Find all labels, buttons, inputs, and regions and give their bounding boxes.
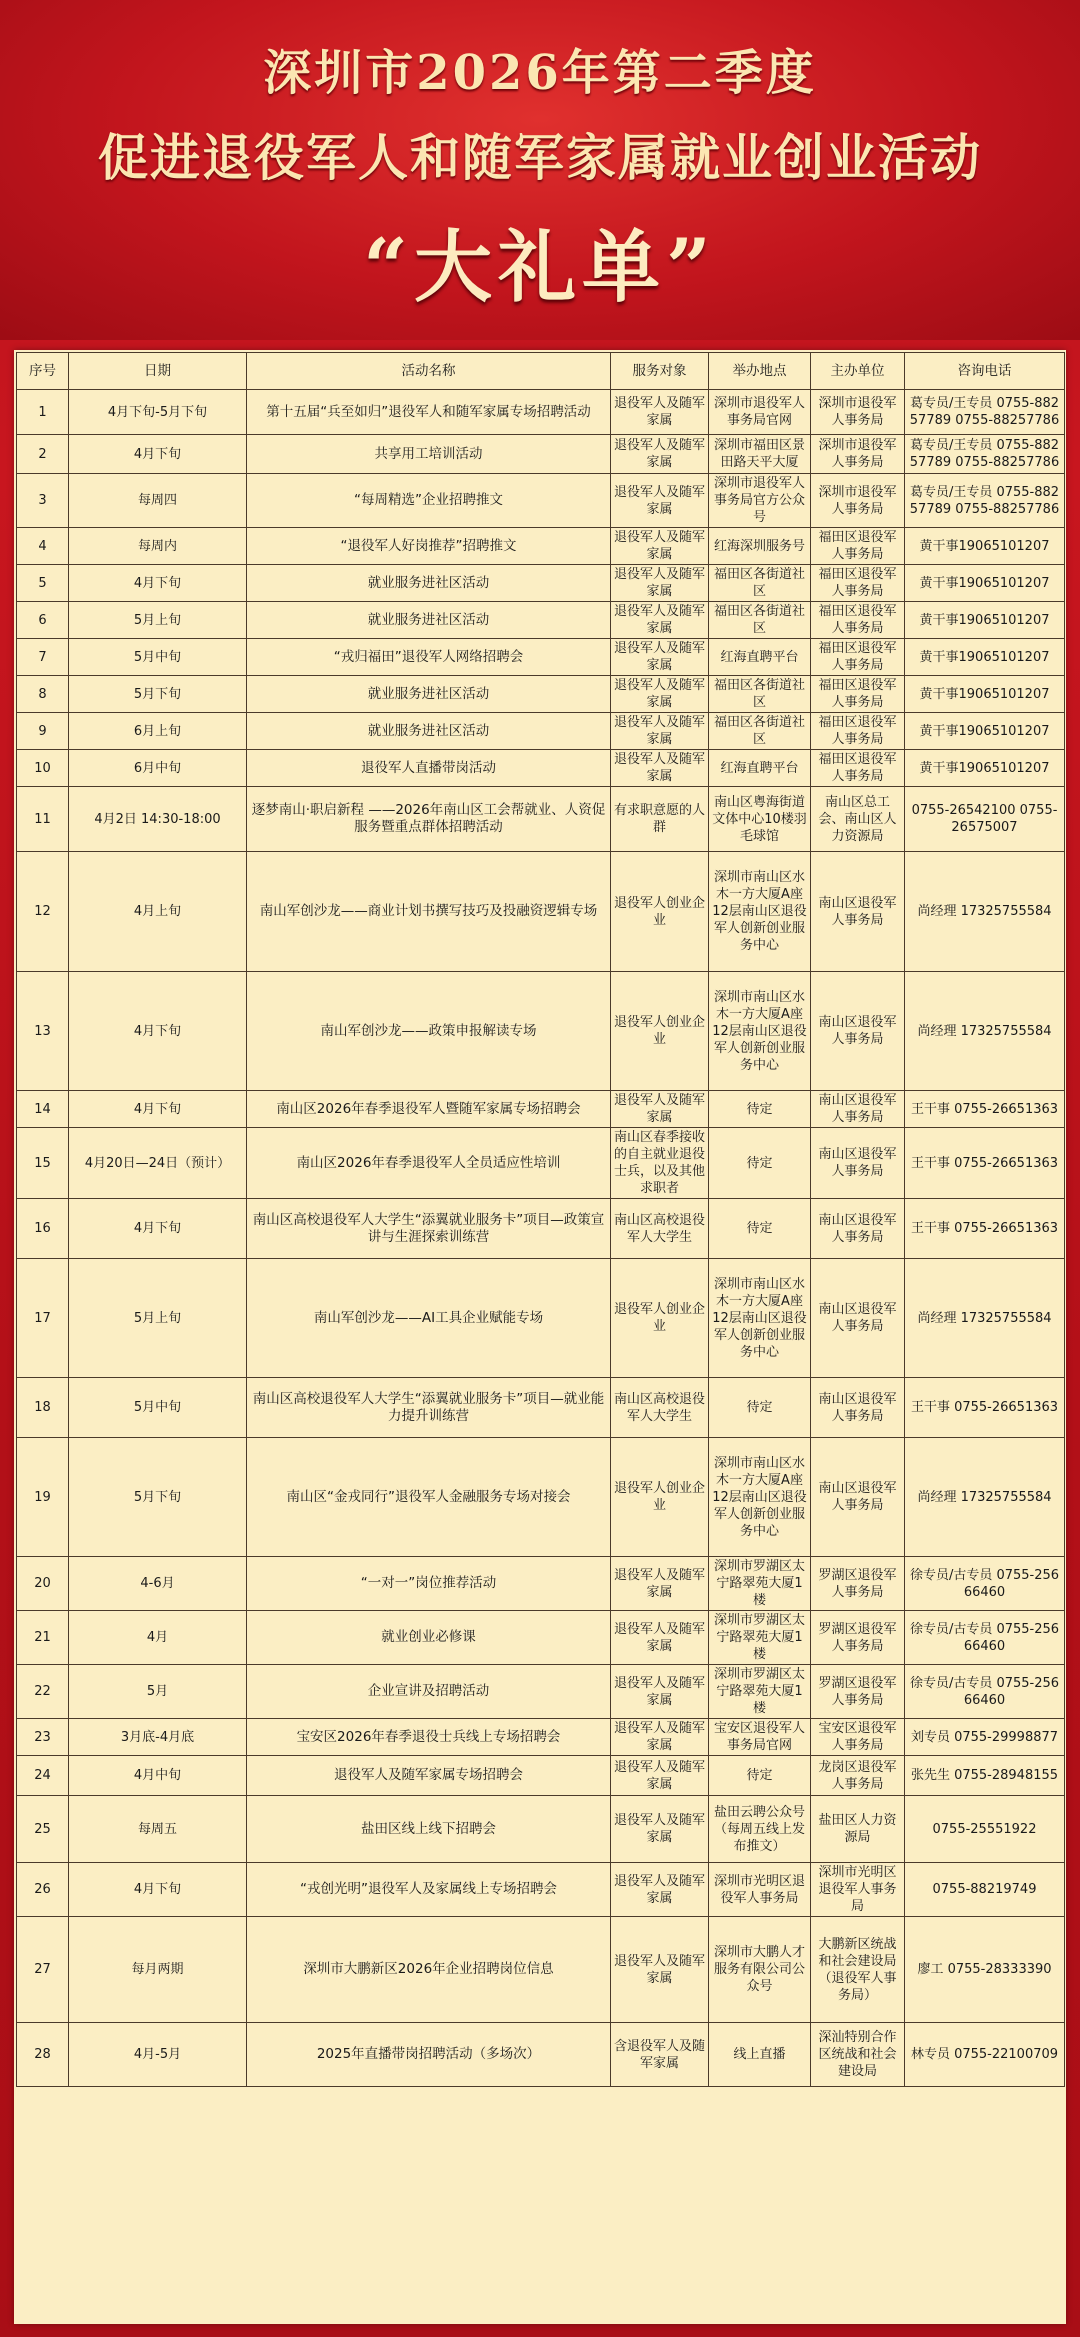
table-row — [17, 1259, 1065, 1378]
cell-target: 退役军人及随军家属 — [611, 1796, 709, 1863]
cell-place: 盐田云聘公众号（每周五线上发布推文） — [709, 1796, 811, 1863]
cell-name: 盐田区线上线下招聘会 — [247, 1796, 611, 1863]
cell-no: 12 — [17, 852, 69, 972]
cell-no: 26 — [17, 1863, 69, 1917]
cell-target: 退役军人及随军家属 — [611, 1917, 709, 2023]
cell-target: 退役军人及随军家属 — [611, 750, 709, 787]
cell-date: 4月20日—24日（预计） — [69, 1128, 247, 1199]
table-row — [17, 2023, 1065, 2087]
cell-host: 罗湖区退役军人事务局 — [811, 1665, 905, 1719]
cell-target: 退役军人及随军家属 — [611, 565, 709, 602]
cell-host: 深圳市退役军人事务局 — [811, 474, 905, 528]
cell-no: 9 — [17, 713, 69, 750]
cell-phone: 张先生 0755-28948155 — [905, 1756, 1065, 1796]
table-row — [17, 1378, 1065, 1438]
cell-target: 退役军人及随军家属 — [611, 1719, 709, 1756]
cell-date: 4月-5月 — [69, 2023, 247, 2087]
cell-target: 退役军人及随军家属 — [611, 1665, 709, 1719]
cell-target: 退役军人及随军家属 — [611, 676, 709, 713]
cell-host: 南山区退役军人事务局 — [811, 1128, 905, 1199]
cell-date: 5月上旬 — [69, 602, 247, 639]
table-row — [17, 602, 1065, 639]
cell-place: 红海直聘平台 — [709, 750, 811, 787]
table-row — [17, 474, 1065, 528]
table-row — [17, 1796, 1065, 1863]
cell-target: 退役军人及随军家属 — [611, 713, 709, 750]
cell-phone: 黄干事19065101207 — [905, 676, 1065, 713]
cell-name: 南山区“金戎同行”退役军人金融服务专场对接会 — [247, 1438, 611, 1557]
cell-target: 含退役军人及随军家属 — [611, 2023, 709, 2087]
cell-no: 2 — [17, 435, 69, 474]
cell-name: 企业宣讲及招聘活动 — [247, 1665, 611, 1719]
cell-name: 就业创业必修课 — [247, 1611, 611, 1665]
cell-name: 共享用工培训活动 — [247, 435, 611, 474]
cell-phone: 王干事 0755-26651363 — [905, 1199, 1065, 1259]
cell-name: 逐梦南山·职启新程 ——2026年南山区工会帮就业、人资促服务暨重点群体招聘活动 — [247, 787, 611, 852]
cell-host: 南山区退役军人事务局 — [811, 1199, 905, 1259]
table-row — [17, 1665, 1065, 1719]
cell-no: 20 — [17, 1557, 69, 1611]
table-row — [17, 639, 1065, 676]
cell-name: 就业服务进社区活动 — [247, 565, 611, 602]
cell-host: 福田区退役军人事务局 — [811, 750, 905, 787]
cell-phone: 0755-88219749 — [905, 1863, 1065, 1917]
cell-host: 深汕特别合作区统战和社会建设局 — [811, 2023, 905, 2087]
cell-name: 南山区高校退役军人大学生“添翼就业服务卡”项目—政策宣讲与生涯探索训练营 — [247, 1199, 611, 1259]
cell-name: 深圳市大鹏新区2026年企业招聘岗位信息 — [247, 1917, 611, 2023]
table-row — [17, 1917, 1065, 2023]
cell-place: 待定 — [709, 1199, 811, 1259]
cell-name: 退役军人及随军家属专场招聘会 — [247, 1756, 611, 1796]
cell-date: 4月下旬 — [69, 972, 247, 1091]
header-target: 服务对象 — [611, 353, 709, 390]
cell-no: 14 — [17, 1091, 69, 1128]
cell-date: 每周五 — [69, 1796, 247, 1863]
cell-no: 25 — [17, 1796, 69, 1863]
cell-target: 退役军人创业企业 — [611, 852, 709, 972]
header-date: 日期 — [69, 353, 247, 390]
cell-phone: 黄干事19065101207 — [905, 750, 1065, 787]
cell-date: 4月 — [69, 1611, 247, 1665]
cell-target: 退役军人及随军家属 — [611, 602, 709, 639]
cell-place: 待定 — [709, 1378, 811, 1438]
cell-host: 罗湖区退役军人事务局 — [811, 1611, 905, 1665]
cell-date: 4月下旬 — [69, 565, 247, 602]
table-row — [17, 750, 1065, 787]
cell-phone: 黄干事19065101207 — [905, 602, 1065, 639]
cell-target: 退役军人及随军家属 — [611, 474, 709, 528]
cell-phone: 王干事 0755-26651363 — [905, 1128, 1065, 1199]
cell-target: 有求职意愿的人群 — [611, 787, 709, 852]
cell-phone: 葛专员/王专员 0755-88257789 0755-88257786 — [905, 390, 1065, 435]
cell-place: 深圳市罗湖区太宁路翠苑大厦1楼 — [709, 1665, 811, 1719]
cell-host: 福田区退役军人事务局 — [811, 528, 905, 565]
cell-target: 南山区春季接收的自主就业退役士兵，以及其他求职者 — [611, 1128, 709, 1199]
cell-phone: 王干事 0755-26651363 — [905, 1091, 1065, 1128]
cell-target: 退役军人及随军家属 — [611, 528, 709, 565]
table-row — [17, 1438, 1065, 1557]
cell-date: 5月 — [69, 1665, 247, 1719]
cell-date: 5月上旬 — [69, 1259, 247, 1378]
cell-no: 4 — [17, 528, 69, 565]
cell-phone: 0755-25551922 — [905, 1796, 1065, 1863]
cell-name: “戎创光明”退役军人及家属线上专场招聘会 — [247, 1863, 611, 1917]
cell-name: 第十五届“兵至如归”退役军人和随军家属专场招聘活动 — [247, 390, 611, 435]
cell-phone: 徐专员/古专员 0755-25666460 — [905, 1665, 1065, 1719]
cell-no: 16 — [17, 1199, 69, 1259]
cell-host: 南山区退役军人事务局 — [811, 972, 905, 1091]
cell-name: “戎归福田”退役军人网络招聘会 — [247, 639, 611, 676]
cell-place: 待定 — [709, 1091, 811, 1128]
cell-place: 福田区各街道社区 — [709, 602, 811, 639]
table-row — [17, 787, 1065, 852]
table-row — [17, 435, 1065, 474]
cell-date: 6月中旬 — [69, 750, 247, 787]
cell-target: 退役军人及随军家属 — [611, 1756, 709, 1796]
cell-phone: 尚经理 17325755584 — [905, 972, 1065, 1091]
cell-name: 就业服务进社区活动 — [247, 602, 611, 639]
cell-place: 深圳市南山区水木一方大厦A座12层南山区退役军人创新创业服务中心 — [709, 1438, 811, 1557]
cell-target: 退役军人及随军家属 — [611, 1611, 709, 1665]
cell-date: 6月上旬 — [69, 713, 247, 750]
cell-date: 4月中旬 — [69, 1756, 247, 1796]
cell-name: 就业服务进社区活动 — [247, 713, 611, 750]
cell-name: “退役军人好岗推荐”招聘推文 — [247, 528, 611, 565]
cell-name: 宝安区2026年春季退役士兵线上专场招聘会 — [247, 1719, 611, 1756]
cell-no: 27 — [17, 1917, 69, 2023]
cell-name: 就业服务进社区活动 — [247, 676, 611, 713]
cell-date: 5月下旬 — [69, 1438, 247, 1557]
cell-date: 5月下旬 — [69, 676, 247, 713]
cell-name: “一对一”岗位推荐活动 — [247, 1557, 611, 1611]
cell-phone: 葛专员/王专员 0755-88257789 0755-88257786 — [905, 474, 1065, 528]
cell-no: 15 — [17, 1128, 69, 1199]
table-row — [17, 390, 1065, 435]
cell-place: 南山区粤海街道文体中心10楼羽毛球馆 — [709, 787, 811, 852]
cell-target: 退役军人创业企业 — [611, 972, 709, 1091]
activity-table-panel — [14, 350, 1066, 2324]
cell-place: 线上直播 — [709, 2023, 811, 2087]
title-line-3: “大礼单” — [363, 222, 717, 313]
cell-phone: 刘专员 0755-29998877 — [905, 1719, 1065, 1756]
header-no: 序号 — [17, 353, 69, 390]
cell-place: 待定 — [709, 1756, 811, 1796]
cell-phone: 尚经理 17325755584 — [905, 852, 1065, 972]
cell-place: 深圳市罗湖区太宁路翠苑大厦1楼 — [709, 1611, 811, 1665]
cell-no: 13 — [17, 972, 69, 1091]
cell-place: 深圳市光明区退役军人事务局 — [709, 1863, 811, 1917]
cell-host: 福田区退役军人事务局 — [811, 602, 905, 639]
cell-date: 4月下旬 — [69, 1863, 247, 1917]
cell-place: 深圳市退役军人事务局官方公众号 — [709, 474, 811, 528]
table-row — [17, 1199, 1065, 1259]
cell-target: 退役军人及随军家属 — [611, 1091, 709, 1128]
table-row — [17, 713, 1065, 750]
cell-no: 8 — [17, 676, 69, 713]
cell-no: 23 — [17, 1719, 69, 1756]
cell-place: 深圳市南山区水木一方大厦A座12层南山区退役军人创新创业服务中心 — [709, 972, 811, 1091]
table-row — [17, 1557, 1065, 1611]
table-row — [17, 852, 1065, 972]
cell-host: 深圳市光明区退役军人事务局 — [811, 1863, 905, 1917]
cell-host: 福田区退役军人事务局 — [811, 565, 905, 602]
cell-date: 4月2日 14:30-18:00 — [69, 787, 247, 852]
table-row — [17, 1719, 1065, 1756]
cell-date: 4月下旬 — [69, 1199, 247, 1259]
cell-place: 福田区各街道社区 — [709, 565, 811, 602]
cell-no: 7 — [17, 639, 69, 676]
header-name: 活动名称 — [247, 353, 611, 390]
cell-date: 5月中旬 — [69, 639, 247, 676]
table-row — [17, 1756, 1065, 1796]
cell-target: 退役军人及随军家属 — [611, 435, 709, 474]
cell-date: 5月中旬 — [69, 1378, 247, 1438]
cell-place: 宝安区退役军人事务局官网 — [709, 1719, 811, 1756]
cell-name: 南山军创沙龙——AI工具企业赋能专场 — [247, 1259, 611, 1378]
cell-place: 红海深圳服务号 — [709, 528, 811, 565]
cell-host: 罗湖区退役军人事务局 — [811, 1557, 905, 1611]
cell-place: 深圳市罗湖区太宁路翠苑大厦1楼 — [709, 1557, 811, 1611]
cell-date: 每月两期 — [69, 1917, 247, 2023]
cell-no: 28 — [17, 2023, 69, 2087]
cell-host: 南山区退役军人事务局 — [811, 1438, 905, 1557]
cell-host: 南山区退役军人事务局 — [811, 1091, 905, 1128]
table-row — [17, 1863, 1065, 1917]
cell-no: 19 — [17, 1438, 69, 1557]
cell-host: 南山区退役军人事务局 — [811, 1378, 905, 1438]
cell-no: 22 — [17, 1665, 69, 1719]
cell-date: 4月下旬 — [69, 435, 247, 474]
cell-target: 退役军人创业企业 — [611, 1438, 709, 1557]
cell-host: 大鹏新区统战和社会建设局（退役军人事务局） — [811, 1917, 905, 2023]
cell-target: 退役军人及随军家属 — [611, 390, 709, 435]
cell-host: 深圳市退役军人事务局 — [811, 435, 905, 474]
title-line-2: 促进退役军人和随军家属就业创业活动 — [98, 128, 982, 187]
cell-place: 深圳市南山区水木一方大厦A座12层南山区退役军人创新创业服务中心 — [709, 852, 811, 972]
cell-phone: 徐专员/古专员 0755-25666460 — [905, 1611, 1065, 1665]
cell-target: 南山区高校退役军人大学生 — [611, 1199, 709, 1259]
cell-phone: 林专员 0755-22100709 — [905, 2023, 1065, 2087]
cell-name: “每周精选”企业招聘推文 — [247, 474, 611, 528]
cell-no: 10 — [17, 750, 69, 787]
cell-date: 4月下旬 — [69, 1091, 247, 1128]
cell-host: 宝安区退役军人事务局 — [811, 1719, 905, 1756]
table-row — [17, 565, 1065, 602]
cell-no: 5 — [17, 565, 69, 602]
cell-host: 福田区退役军人事务局 — [811, 713, 905, 750]
cell-date: 每周四 — [69, 474, 247, 528]
table-row — [17, 676, 1065, 713]
cell-host: 龙岗区退役军人事务局 — [811, 1756, 905, 1796]
table-header-row — [17, 353, 1065, 390]
cell-date: 4-6月 — [69, 1557, 247, 1611]
title-line-1: 深圳市2026年第二季度 — [263, 45, 817, 101]
cell-target: 退役军人及随军家属 — [611, 639, 709, 676]
header-phone: 咨询电话 — [905, 353, 1065, 390]
cell-name: 南山军创沙龙——商业计划书撰写技巧及投融资逻辑专场 — [247, 852, 611, 972]
table-row — [17, 1128, 1065, 1199]
cell-target: 退役军人创业企业 — [611, 1259, 709, 1378]
cell-host: 福田区退役军人事务局 — [811, 676, 905, 713]
cell-name: 退役军人直播带岗活动 — [247, 750, 611, 787]
cell-no: 1 — [17, 390, 69, 435]
cell-date: 4月上旬 — [69, 852, 247, 972]
cell-name: 南山区高校退役军人大学生“添翼就业服务卡”项目—就业能力提升训练营 — [247, 1378, 611, 1438]
cell-place: 红海直聘平台 — [709, 639, 811, 676]
cell-host: 深圳市退役军人事务局 — [811, 390, 905, 435]
cell-target: 南山区高校退役军人大学生 — [611, 1378, 709, 1438]
header-host: 主办单位 — [811, 353, 905, 390]
cell-no: 3 — [17, 474, 69, 528]
cell-phone: 黄干事19065101207 — [905, 565, 1065, 602]
activity-table — [16, 352, 1065, 2087]
cell-host: 盐田区人力资源局 — [811, 1796, 905, 1863]
cell-place: 福田区各街道社区 — [709, 676, 811, 713]
cell-name: 2025年直播带岗招聘活动（多场次） — [247, 2023, 611, 2087]
cell-place: 深圳市大鹏人才服务有限公司公众号 — [709, 1917, 811, 2023]
cell-name: 南山区2026年春季退役军人全员适应性培训 — [247, 1128, 611, 1199]
cell-no: 18 — [17, 1378, 69, 1438]
cell-no: 24 — [17, 1756, 69, 1796]
table-row — [17, 1611, 1065, 1665]
cell-no: 21 — [17, 1611, 69, 1665]
cell-no: 6 — [17, 602, 69, 639]
cell-phone: 葛专员/王专员 0755-88257789 0755-88257786 — [905, 435, 1065, 474]
cell-phone: 廖工 0755-28333390 — [905, 1917, 1065, 2023]
cell-date: 4月下旬-5月下旬 — [69, 390, 247, 435]
header-place: 举办地点 — [709, 353, 811, 390]
cell-phone: 黄干事19065101207 — [905, 639, 1065, 676]
cell-phone: 尚经理 17325755584 — [905, 1259, 1065, 1378]
cell-date: 3月底-4月底 — [69, 1719, 247, 1756]
table-row — [17, 528, 1065, 565]
cell-name: 南山区2026年春季退役军人暨随军家属专场招聘会 — [247, 1091, 611, 1128]
table-row — [17, 972, 1065, 1091]
cell-phone: 王干事 0755-26651363 — [905, 1378, 1065, 1438]
cell-place: 深圳市南山区水木一方大厦A座12层南山区退役军人创新创业服务中心 — [709, 1259, 811, 1378]
cell-place: 待定 — [709, 1128, 811, 1199]
cell-phone: 黄干事19065101207 — [905, 528, 1065, 565]
cell-target: 退役军人及随军家属 — [611, 1557, 709, 1611]
cell-host: 南山区退役军人事务局 — [811, 1259, 905, 1378]
header-banner — [0, 0, 1080, 340]
cell-no: 11 — [17, 787, 69, 852]
cell-host: 南山区退役军人事务局 — [811, 852, 905, 972]
cell-host: 南山区总工会、南山区人力资源局 — [811, 787, 905, 852]
cell-phone: 黄干事19065101207 — [905, 713, 1065, 750]
cell-place: 福田区各街道社区 — [709, 713, 811, 750]
cell-phone: 尚经理 17325755584 — [905, 1438, 1065, 1557]
cell-date: 每周内 — [69, 528, 247, 565]
cell-place: 深圳市福田区景田路天平大厦 — [709, 435, 811, 474]
cell-place: 深圳市退役军人事务局官网 — [709, 390, 811, 435]
cell-host: 福田区退役军人事务局 — [811, 639, 905, 676]
table-row — [17, 1091, 1065, 1128]
cell-target: 退役军人及随军家属 — [611, 1863, 709, 1917]
table-body — [17, 390, 1065, 2087]
cell-no: 17 — [17, 1259, 69, 1378]
cell-phone: 0755-26542100 0755-26575007 — [905, 787, 1065, 852]
cell-phone: 徐专员/古专员 0755-25666460 — [905, 1557, 1065, 1611]
cell-name: 南山军创沙龙——政策申报解读专场 — [247, 972, 611, 1091]
